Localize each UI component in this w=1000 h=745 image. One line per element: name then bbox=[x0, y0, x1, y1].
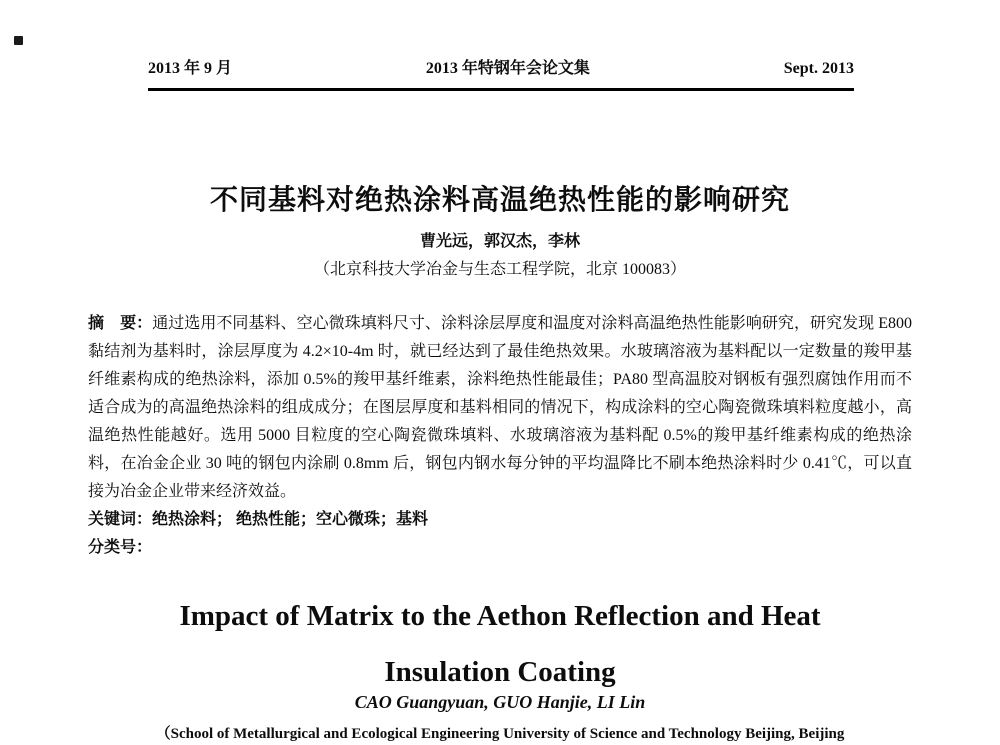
paper-title-en bbox=[0, 588, 1000, 700]
header-journal-title: 2013 年特钢年会论文集 bbox=[425, 60, 590, 77]
journal-header bbox=[148, 55, 854, 91]
header-date-en: Sept. 2013 bbox=[783, 60, 854, 77]
authors-cn: 曹光远，郭汉杰，李林 bbox=[419, 233, 580, 250]
paper-title-cn: 不同基料对绝热涂料高温绝热性能的影响研究 bbox=[209, 184, 790, 215]
classification-label: 分类号： bbox=[88, 539, 153, 556]
keywords-text: 绝热涂料； 绝热性能；空心微珠；基料 bbox=[152, 511, 429, 528]
abstract-section bbox=[88, 310, 912, 562]
keywords-label: 关键词： bbox=[88, 511, 153, 528]
abstract-label: 摘 要： bbox=[88, 315, 153, 332]
scan-artifact-mark bbox=[14, 36, 23, 45]
classification-line bbox=[88, 534, 912, 562]
affiliation-cn: （北京科技大学冶金与生态工程学院，北京 100083） bbox=[313, 261, 686, 278]
abstract-paragraph bbox=[88, 310, 912, 506]
paper-title-en-line2: Insulation Coating bbox=[384, 656, 616, 688]
affiliation-en: （School of Metallurgical and Ecological Engineering University of Science and Technology Beijing, Beijing bbox=[155, 726, 845, 742]
keywords-line bbox=[88, 506, 912, 534]
header-date-cn: 2013 年 9 月 bbox=[148, 60, 233, 77]
authors-en: CAO Guangyuan, GUO Hanjie, LI Lin bbox=[354, 692, 646, 712]
paper-title-en-line1: Impact of Matrix to the Aethon Reflection and Heat bbox=[179, 600, 821, 632]
abstract-text: 通过选用不同基料、空心微珠填料尺寸、涂料涂层厚度和温度对涂料高温绝热性能影响研究，研究发现 E800 黏结剂为基料时，涂层厚度为 4.2×10-4m 时，就已经达到了最佳绝热效果。水玻璃溶液为基料配以一定数量的羧甲基纤维素构成的绝热涂料，添加 0.5%的羧甲基纤维素，涂料绝热性能最佳；PA80 型高温胶对钢板有强烈腐蚀作用而不适合成为的高温绝热涂料的组成成分；在图层厚度和基料相同的情况下，构成涂料的空心陶瓷微珠填料粒度越小，高温绝热性能越好。选用 5000 目粒度的空心陶瓷微珠填料、水玻璃溶液为基料配 0.5%的羧甲基纤维素构成的绝热涂料，在冶金企业 30 吨的钢包内涂刷 0.8mm 后，钢包内钢水每分钟的平均温降比不刷本绝热涂料时少 0.41℃，可以直接为冶金企业带来经济效益。 bbox=[88, 315, 912, 500]
